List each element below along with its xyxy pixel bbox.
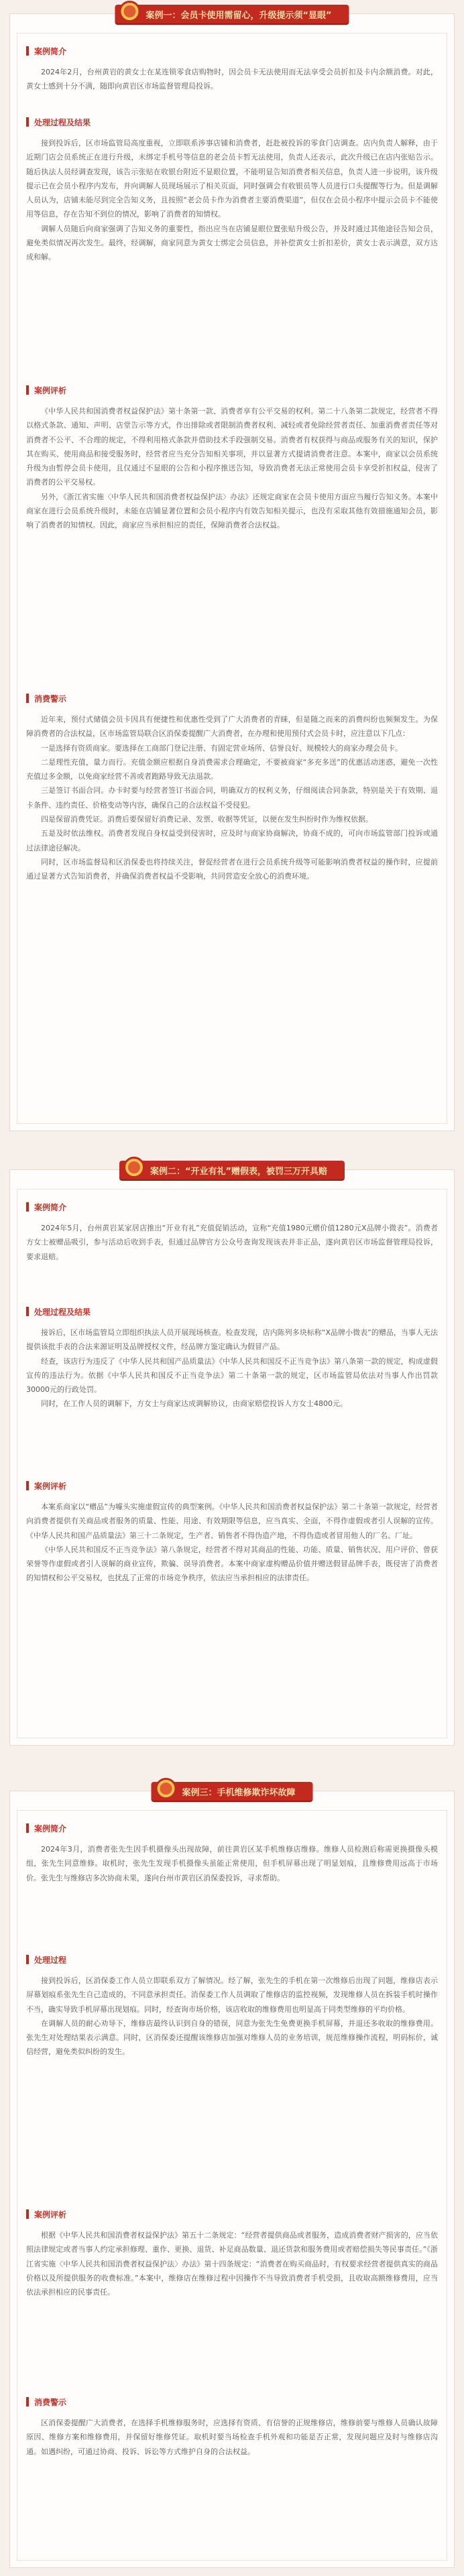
badge-icon: [123, 1157, 145, 1178]
paragraph: 在调解人员的耐心劝导下，维修店最终认识到自身的错误，同意为张先生免费更换手机屏幕，并退还多收取的维修费用。张先生对处理结果表示满意。同时，区消保委还提醒该维修店加强对维修人员的业务培训，规范维修操作流程，明码标价，诚信经营，避免类似纠纷的发生。: [26, 2018, 438, 2057]
case-card-3: [9, 1787, 455, 2568]
paragraph: 调解人员随后向商家强调了告知义务的重要性，指出应当在店铺显眼位置张贴升级公告，并及时通过其他途径告知会员，避免类似情况再次发生。最终，经调解，商家同意为黄女士绑定会员信息，并补偿黄女士折扣差价，黄女士表示满意，双方达成和解。: [26, 224, 438, 262]
paragraph: 2024年5月，台州黄岩某家居店推出“开业有礼”充值促销活动，宣称“充值1980元赠价值1280元X品牌小微表”。消费者方女士被赠品吸引，参与活动后收到手表，但通过品牌官方公众号查询发现该表并非正品，遂向黄岩区市场监督管理局投诉，要求退赔。: [26, 1224, 438, 1261]
paragraph: 2024年2月，台州黄岩的黄女士在某连锁零食店购物时，因会员卡无法使用而无法享受会员折扣及卡内余额消费。对此，黄女士感到十分不满，随即向黄岩区市场监督管理局投诉。: [26, 68, 438, 91]
badge-icon: [155, 1778, 176, 1799]
paragraph: 另外，《浙江省实施〈中华人民共和国消费者权益保护法〉办法》还规定商家在会员卡使用方面应当履行告知义务。本案中商家在进行会员系统升级时，未能在店铺显著位置和会员小程序内有效告知相关提示，也没有采取其他有效措施通知会员，影响了消费者的知情权。因此，商家应当承担相应的责任，保障消费者合法权益。: [26, 492, 438, 530]
badge-icon: [119, 1, 140, 22]
section-title: 处理过程及结果: [34, 1307, 91, 1317]
case-card-2: [9, 1166, 455, 1746]
case-title: 案例三：手机维修欺诈坏故障: [182, 1787, 296, 1798]
paragraph: 三是签订书面合同。办卡时要与经营者签订书面合同，明确双方的权利义务，仔细阅读合同条款，特别是关于有效期、退卡条件、违约责任、价格变动等内容，确保自己的合法权益不受侵犯。: [26, 786, 438, 810]
section-analysis: [26, 2207, 438, 2299]
paragraph: 经查，该店行为违反了《中华人民共和国产品质量法》《中华人民共和国反不正当竞争法》第八条第一款的规定，构成虚假宣传的违法行为。依据《中华人民共和国反不正当竞争法》第二十条第一款的规定，区市场监管局依法对当事人作出罚款30000元的行政处罚。: [26, 1356, 438, 1395]
section-title: 消费警示: [34, 2397, 67, 2407]
case-banner: [151, 1782, 312, 1801]
section-title: 处理过程: [34, 1955, 67, 1965]
section-process: [26, 1304, 438, 1411]
case-title: 案例一：会员卡使用需留心，升级提示须“显眼”: [146, 10, 332, 21]
section-analysis: [26, 383, 438, 533]
section-process: [26, 1952, 438, 2059]
paragraph: 区消保委提醒广大消费者，在选择手机维修服务时，应选择有资质、有信誉的正规维修店，维修前要与维修人员确认故障原因、维修方案和维修费用，并保留好维修凭证。取机时要当场检查手机外观和功能是否正常，发现问题应及时与维修店沟通。如遇纠纷，可通过协商、投诉、诉讼等方式维护自身的合法权益。: [26, 2419, 438, 2456]
case-card-1: [9, 10, 455, 1131]
section-analysis: [26, 1478, 438, 1586]
paragraph: 同时，在工作人员的调解下，方女士与商家达成调解协议，由商家赔偿投诉人方女士4800元。: [41, 1399, 347, 1409]
section-title: 处理过程及结果: [34, 117, 91, 127]
case-title: 案例二：“开业有礼”赠假表，被罚三万开具赔: [150, 1166, 328, 1177]
paragraph: 根据《中华人民共和国消费者权益保护法》第五十二条规定：“经营者提供商品或者服务，造成消费者财产损害的，应当依照法律规定或者当事人约定承担修理、重作、更换、退货、补足商品数量、退还货款和服务费用或者赔偿损失等民事责任。”《浙江省实施〈中华人民共和国消费者权益保护法〉办法》第十四条规定：“消费者在购买商品时，有权要求经营者提供真实的商品价格以及所提供服务的收费标准。”本案中，维修店在维修过程中因操作不当导致消费者手机受损，且收取高额维修费用，应当依法承担相应的民事责任。: [26, 2231, 438, 2297]
paragraph: 四是保留消费凭证。消费后要保留好消费记录、发票、收据等凭证，以便在发生纠纷时作为维权依据。: [41, 815, 373, 824]
paragraph: 《中华人民共和国反不正当竞争法》第八条规定，经营者不得对其商品的性能、功能、质量、销售状况、用户评价、曾获荣誉等作虚假或者引人误解的商业宣传，欺骗、误导消费者。本案中商家虚构赠品价值并赠送假冒品牌手表，既侵害了消费者的知情权和公平交易权，也扰乱了正常的市场竞争秩序，依法应当承担相应的法律责任。: [26, 1545, 438, 1583]
paragraph: 二是理性充值，量力而行。充值金额应根据自身消费需求合理确定，不要被商家“多充多送”的优惠活动迷惑，避免一次性充值过多金额，以免商家经营不善或者跑路导致无法退款。: [26, 757, 438, 781]
case-banner: [119, 1161, 345, 1179]
section-intro: [26, 1821, 438, 1885]
paragraph: 本案系商家以“赠品”为噱头实施虚假宣传的典型案例。《中华人民共和国消费者权益保护法》第二十条第一款规定，经营者向消费者提供有关商品或者服务的质量、性能、用途、有效期限等信息，应当真实、全面，不得作虚假或者引人误解的宣传。《中华人民共和国产品质量法》第三十二条规定，生产者、销售者不得伪造产地，不得伪造或者冒用他人的厂名、厂址。: [26, 1502, 438, 1540]
paragraph: 一是选择有资质商家。要选择在工商部门登记注册、有固定营业场所、信誉良好、规模较大的商家办理会员卡。: [41, 743, 402, 753]
case-banner: [115, 5, 349, 23]
section-title: 消费警示: [34, 694, 67, 704]
section-intro: [26, 1200, 438, 1264]
section-title: 案例简介: [34, 46, 67, 56]
section-tips: [26, 2394, 438, 2459]
card-frame: [17, 1189, 447, 1738]
section-tips: [26, 691, 438, 884]
paragraph: 接到投诉后，区消保委工作人员立即联系双方了解情况。经了解，张先生的手机在第一次维修后出现了问题，维修店表示屏幕划痕系张先生自己造成的，不同意承担责任。消保委工作人员调取了维修店的监控视频，发现维修人员在拆装手机时操作不当，确实导致手机屏幕出现划痕。同时，经查询市场价格，该店收取的维修费用也明显高于同类型维修的平均价格。: [26, 1976, 438, 2014]
paragraph: 接诉后，区市场监管局立即组织执法人员开展现场核查。检查发现，店内陈列多块标称“X品牌小微表”的赠品，当事人无法提供该批手表的合法来源证明及品牌授权文件，经品牌方鉴定确认为假冒产品。: [26, 1328, 438, 1352]
paragraph: 2024年3月，消费者张先生因手机摄像头出现故障，前往黄岩区某手机维修店维修。维修人员检测后称需更换摄像头模组，张先生同意维修。取机时，张先生发现手机摄像头虽能正常使用，但手机屏幕出现了明显划痕，且维修费用远高于市场价。张先生与维修店多次协商未果，遂向台州市黄岩区消保委投诉，寻求帮助。: [26, 1845, 438, 1882]
section-intro: [26, 44, 438, 94]
paragraph: 《中华人民共和国消费者权益保护法》第十条第一款、消费者享有公平交易的权利。第二十八条第二款规定，经营者不得以格式条款、通知、声明、店堂告示等方式，作出排除或者限制消费者权利、减轻或者免除经营者责任、加重消费者责任等对消费者不公平、不合理的规定，不得利用格式条款并借助技术手段强制交易。消费者有权获得与商品或服务有关的知识，保护其在购买、使用商品和接受服务时，经营者应当充分告知相关事项，并以显著方式提请消费者注意。本案中，商家以会员系统升级为由暂停会员卡使用，且仅通过不显眼的公告和小程序推送告知，导致消费者无法正常使用会员卡享受折扣权益，侵害了消费者的公平交易权。: [26, 407, 438, 487]
section-title: 案例评析: [34, 2209, 67, 2219]
section-title: 案例评析: [34, 1481, 67, 1491]
paragraph: 同时，区市场监督局和区消保委也将持续关注，督促经营者在进行会员系统升级等可能影响消费者权益的操作时，应提前通过显著方式告知消费者，并确保消费者权益不受影响，共同营造安全放心的消费环境。: [26, 857, 438, 881]
paragraph: 五是及时依法维权。消费者发现自身权益受到侵害时，应及时与商家协商解决，协商不成的，可向市场监管部门投诉或通过法律途径解决。: [26, 829, 438, 852]
paragraph: 接到投诉后，区市场监管局高度重视，立即联系涉事店铺和消费者，赶赴被投诉的零食门店调查。店内负责人解释，由于近期门店会员系统正在进行升级，未绑定手机号等信息的老会员卡暂无法使用，负责人还表示，此次升级已在店内张贴告示。随后执法人员经调查发现，该告示张贴在收银台附近不显眼位置，不能明显告知消费者相关信息，负责人进一步说明，该升级提示已在会员小程序内发布，并向调解人员现场展示了相关页面，同时强调会有收银员等人员进行口头提醒等行为。但是调解人员认为，店铺未能尽到完全告知义务，且按照“老会员卡作为消费者主要消费渠道”，但仅在会员小程序中提示会员卡不能使用等信息，存在告知不到位的情况，影响了消费者的知情权。: [26, 139, 438, 219]
section-title: 案例简介: [34, 1202, 67, 1212]
section-title: 案例评析: [34, 385, 67, 395]
paragraph: 近年来，预付式储值会员卡因具有便捷性和优惠性受到了广大消费者的青睐，但是随之而来的消费纠纷也频频发生。为保障消费者的合法权益，区市场监管局联合区消保委提醒广大消费者，在办理和使用预付式会员卡时，应注意以下几点：: [26, 715, 438, 738]
section-process: [26, 115, 438, 265]
section-title: 案例简介: [34, 1823, 67, 1833]
